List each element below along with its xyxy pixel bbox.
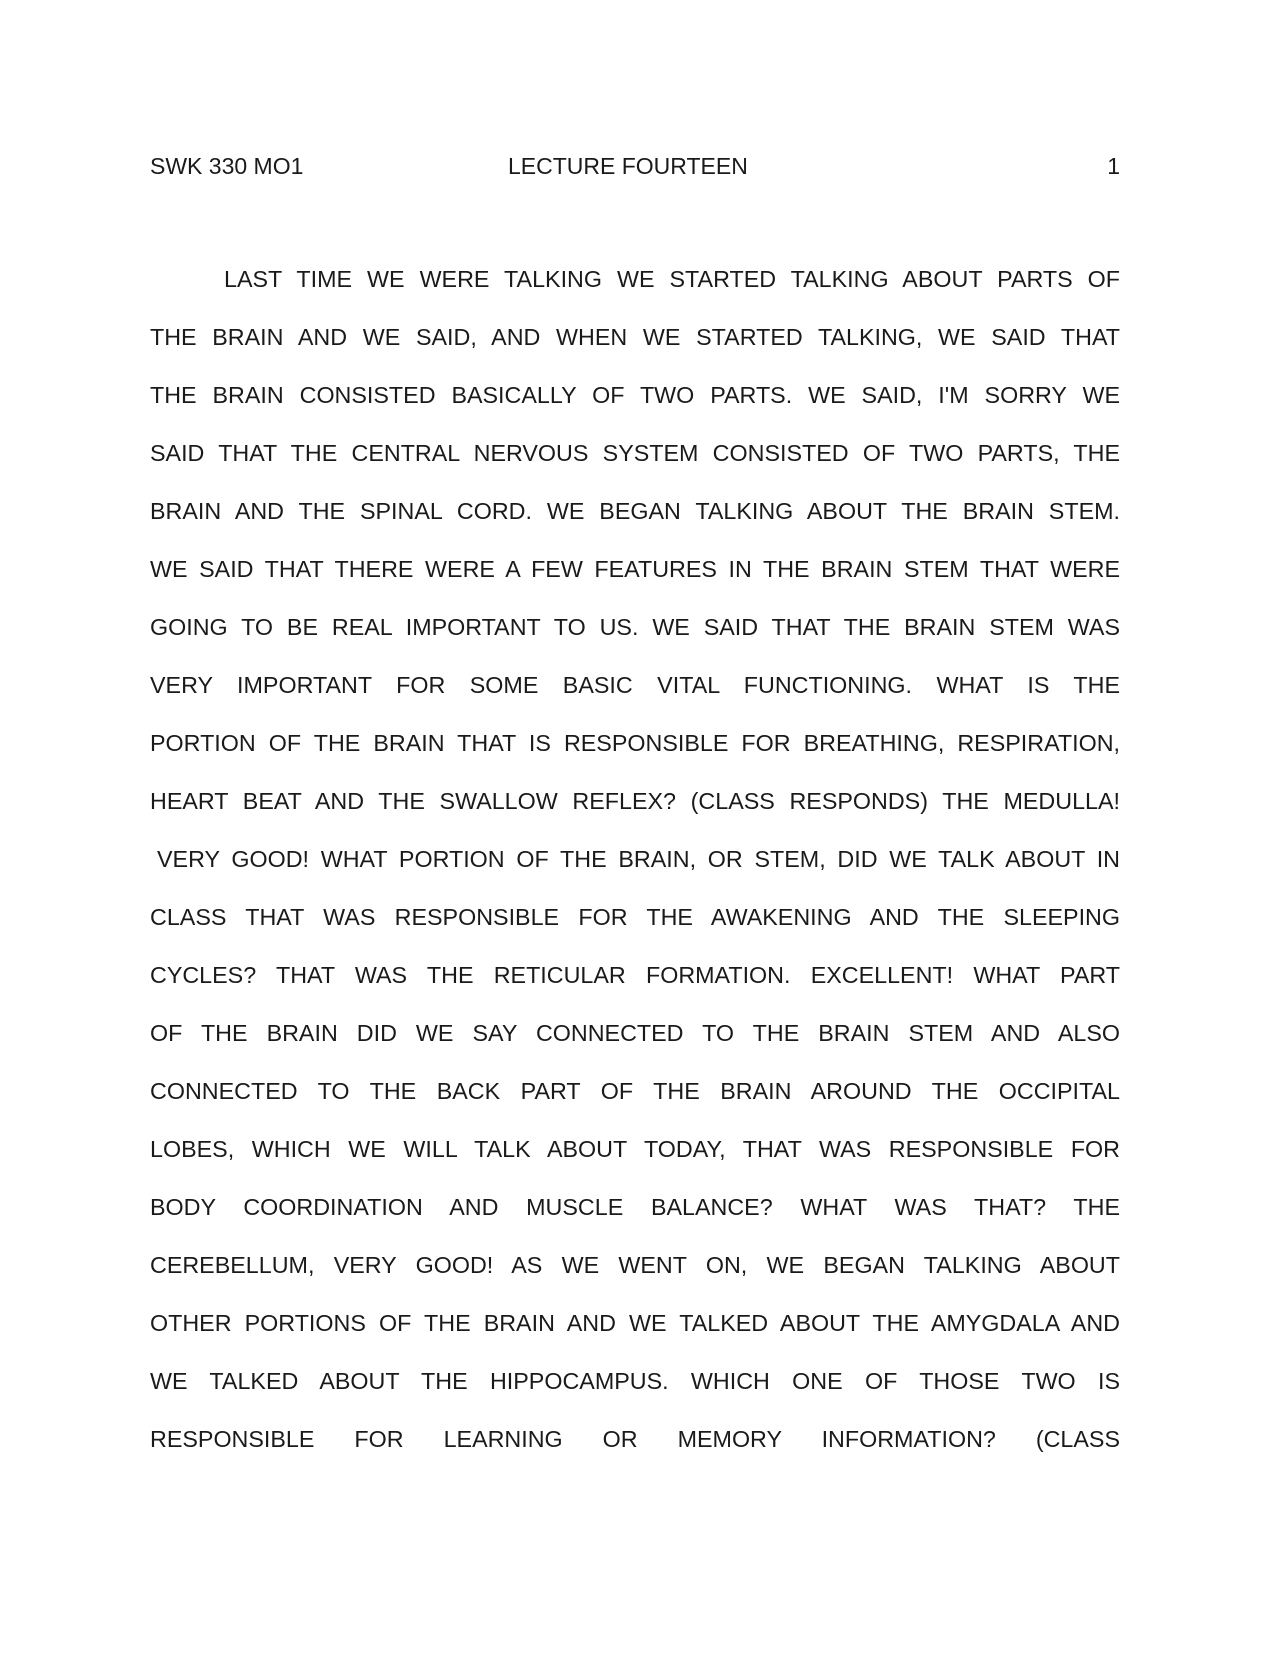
lecture-transcript (150, 258, 1120, 1476)
text-line: LAST TIME WE WERE TALKING WE STARTED TALKING ABOUT PARTS OF (224, 266, 1120, 292)
text-line: WE TALKED ABOUT THE HIPPOCAMPUS. WHICH ONE OF THOSE TWO IS (150, 1368, 1120, 1394)
text-line: PORTION OF THE BRAIN THAT IS RESPONSIBLE FOR BREATHING, RESPIRATION, (150, 730, 1120, 756)
text-line: SAID THAT THE CENTRAL NERVOUS SYSTEM CONSISTED OF TWO PARTS, THE (150, 440, 1120, 466)
text-line: THE BRAIN CONSISTED BASICALLY OF TWO PARTS. WE SAID, I'M SORRY WE (150, 382, 1120, 408)
page-number: 1 (1107, 153, 1120, 179)
text-line: BRAIN AND THE SPINAL CORD. WE BEGAN TALKING ABOUT THE BRAIN STEM. (150, 498, 1120, 524)
lecture-title: LECTURE FOURTEEN (508, 153, 748, 179)
page-header (150, 148, 1120, 184)
text-line: LOBES, WHICH WE WILL TALK ABOUT TODAY, THAT WAS RESPONSIBLE FOR (150, 1136, 1120, 1162)
text-line: VERY GOOD! WHAT PORTION OF THE BRAIN, OR STEM, DID WE TALK ABOUT IN (157, 846, 1120, 872)
text-line: THE BRAIN AND WE SAID, AND WHEN WE STARTED TALKING, WE SAID THAT (150, 324, 1120, 350)
text-line: CLASS THAT WAS RESPONSIBLE FOR THE AWAKENING AND THE SLEEPING (150, 904, 1120, 930)
text-line: BODY COORDINATION AND MUSCLE BALANCE? WHAT WAS THAT? THE (150, 1194, 1120, 1220)
text-line: CONNECTED TO THE BACK PART OF THE BRAIN AROUND THE OCCIPITAL (150, 1078, 1120, 1104)
text-line: CEREBELLUM, VERY GOOD! AS WE WENT ON, WE BEGAN TALKING ABOUT (150, 1252, 1120, 1278)
text-line: GOING TO BE REAL IMPORTANT TO US. WE SAID THAT THE BRAIN STEM WAS (150, 614, 1120, 640)
text-line: WE SAID THAT THERE WERE A FEW FEATURES IN THE BRAIN STEM THAT WERE (150, 556, 1120, 582)
course-code: SWK 330 MO1 (150, 153, 304, 179)
text-line: VERY IMPORTANT FOR SOME BASIC VITAL FUNCTIONING. WHAT IS THE (150, 672, 1120, 698)
text-line: CYCLES? THAT WAS THE RETICULAR FORMATION. EXCELLENT! WHAT PART (150, 962, 1120, 988)
text-line: OTHER PORTIONS OF THE BRAIN AND WE TALKED ABOUT THE AMYGDALA AND (150, 1310, 1120, 1336)
text-line: RESPONSIBLE FOR LEARNING OR MEMORY INFORMATION? (CLASS (150, 1426, 1120, 1452)
text-line: HEART BEAT AND THE SWALLOW REFLEX? (CLASS RESPONDS) THE MEDULLA! (150, 788, 1120, 814)
text-line: OF THE BRAIN DID WE SAY CONNECTED TO THE BRAIN STEM AND ALSO (150, 1020, 1120, 1046)
